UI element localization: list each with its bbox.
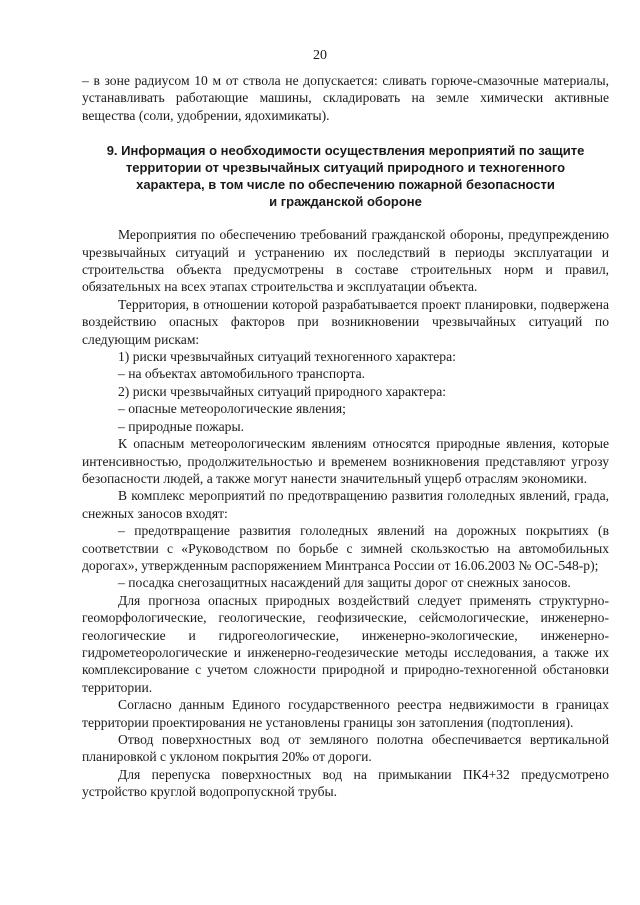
- body-paragraph: Согласно данным Единого государственного реестра недвижимости в границах территории проектирования не установлены границы зон затопления (подтопления).: [82, 697, 609, 730]
- body-paragraph: Для перепуска поверхностных вод на примыкании ПК4+32 предусмотрено устройство круглой водопропускной трубы.: [82, 766, 609, 800]
- intro-paragraph: – в зоне радиусом 10 м от ствола не допускается: сливать горюче-смазочные материалы, устанавливать работающие машины, складировать на земле химически активные вещества (соли, удобрении, ядохимикаты).: [82, 73, 609, 123]
- list-item: – природные пожары.: [118, 418, 244, 434]
- body-paragraph: – посадка снегозащитных насаждений для защиты дорог от снежных заносов.: [118, 575, 571, 591]
- list-item: – опасные метеорологические явления;: [118, 401, 346, 417]
- page-content: [82, 72, 609, 801]
- section-heading-line: территории от чрезвычайных ситуаций природного и техногенного: [125, 160, 566, 176]
- body-paragraph: В комплекс мероприятий по предотвращению развития гололедных явлений, града, снежных заносов входят:: [82, 488, 609, 521]
- body-paragraph: К опасным метеорологическим явлениям относятся природные явления, которые интенсивностью, продолжительностью и временем возникновения представляют угрозу безопасности людей, а также могут нанести значительный ущерб отраслям экономики.: [82, 436, 609, 486]
- body-paragraph: Для прогноза опасных природных воздействий следует применять структурно-геоморфологические, геологические, геофизические, сейсмологические, инженерно-геологические и гидрогеологические, инженерно-экологические, инженерно-гидрометеорологические и инженерно-геодезические методы исследования, а также их комплексирование с учетом сложности природной и природно-техногенной обстановки территории.: [82, 592, 609, 695]
- section-body: [82, 226, 609, 800]
- list-item: 1) риски чрезвычайных ситуаций техногенного характера:: [118, 349, 456, 365]
- body-paragraph: Отвод поверхностных вод от земляного полотна обеспечивается вертикальной планировкой с уклоном покрытия 20‰ от дороги.: [82, 732, 609, 765]
- list-item: 2) риски чрезвычайных ситуаций природного характера:: [118, 383, 447, 399]
- section-heading: [82, 142, 609, 210]
- section-heading-line: 9. Информация о необходимости осуществления мероприятий по защите: [106, 143, 585, 159]
- body-paragraph: Мероприятия по обеспечению требований гражданской обороны, предупреждению чрезвычайных ситуаций и устранению их последствий в периоды эксплуатации и строительства объекта предусмотрены в составе строительных норм и правил, обязательных на всех этапах строительства и эксплуатации объекта.: [82, 227, 609, 295]
- list-item: – на объектах автомобильного транспорта.: [118, 366, 366, 382]
- page-number: 20: [313, 48, 327, 63]
- section-heading-line: и гражданской обороне: [269, 194, 422, 210]
- body-paragraph: – предотвращение развития гололедных явлений на дорожных покрытиях (в соответствии с «Руководством по борьбе с зимней скользкостью на автомобильных дорогах», утвержденным распоряжением Минтранса России от 16.06.2003 № ОС-548-р);: [82, 523, 609, 573]
- body-paragraph: Территория, в отношении которой разрабатывается проект планировки, подвержена воздействию опасных факторов при возникновении чрезвычайных ситуаций по следующим рискам:: [82, 296, 609, 347]
- section-heading-line: характера, в том числе по обеспечению пожарной безопасности: [136, 177, 555, 193]
